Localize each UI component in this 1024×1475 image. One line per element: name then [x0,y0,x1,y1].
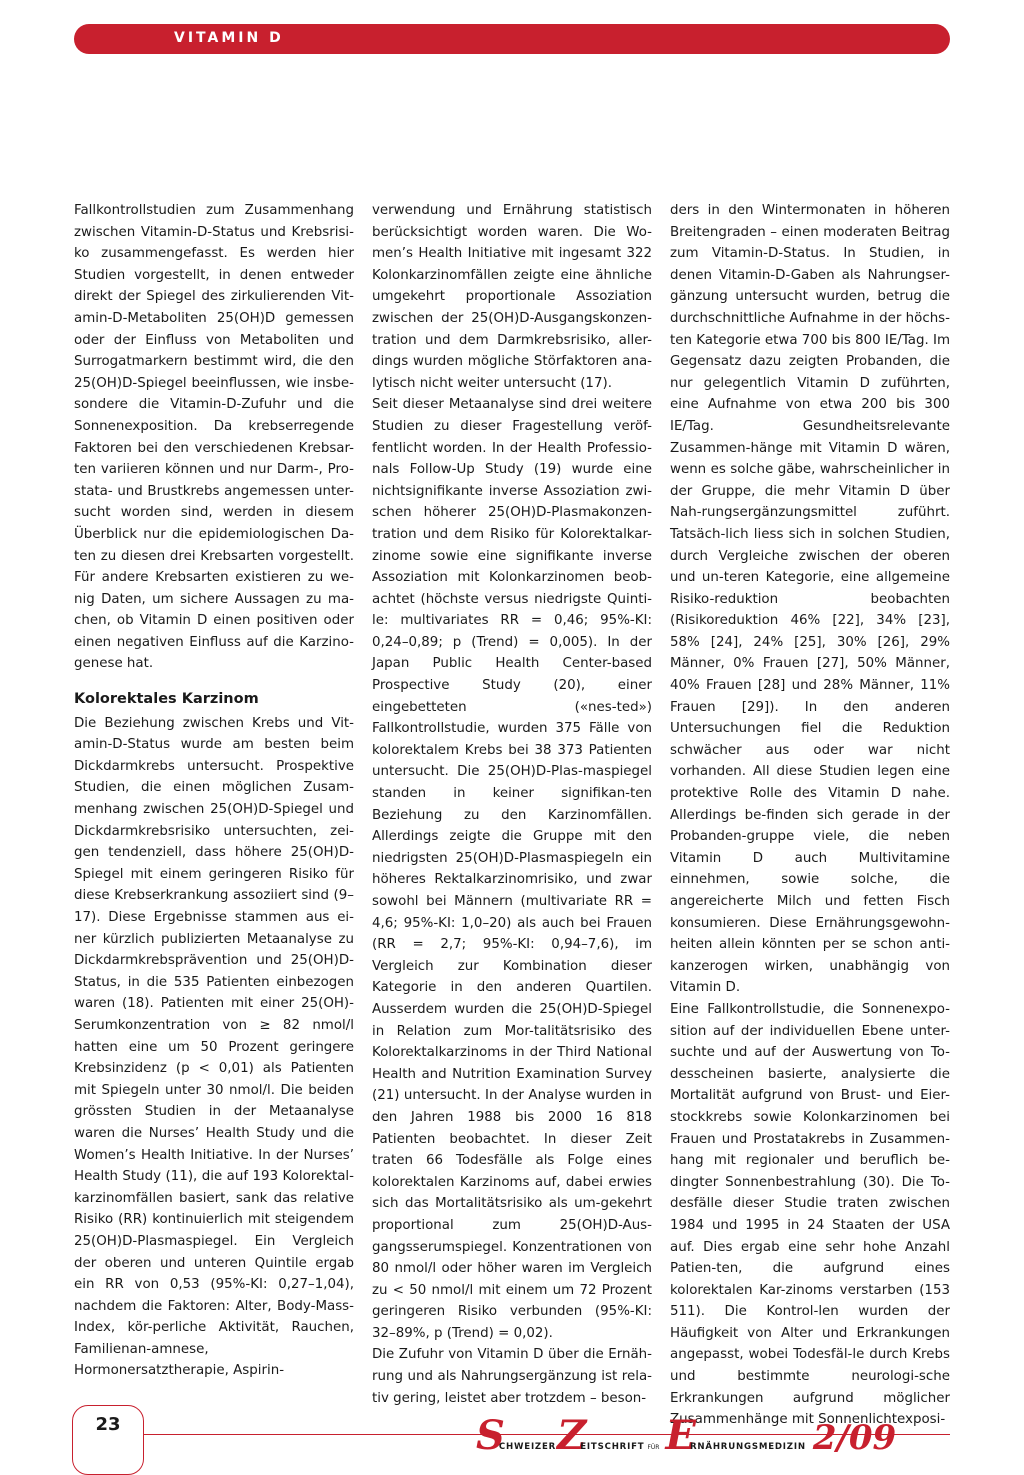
page-number-tab [72,1405,144,1475]
logo-word-ernaehrungsmedizin: RNÄHRUNGSMEDIZIN [689,1442,806,1452]
logo-word-schweizer: CHWEIZER [498,1442,557,1452]
paragraph: ders in den Wintermonaten in höheren Breitengraden – einen moderaten Beitrag zum Vitamin-D-Status. In Studien, in denen Vitamin-D-Gaben als Nahrungser-gänzung untersucht wurden, betrug die durchschnittliche Aufnahme in der höchs-ten Kategorie etwa 700 bis 800 IE/Tag. Im Gegensatz dazu zeigten Probanden, die nur gelegentlich Vitamin D zuführten, eine Aufnahme von etwa 200 bis 300 IE/Tag. Gesundheitsrelevante Zusammen-hänge mit Vitamin D wären, wenn es solche gäbe, wahrscheinlicher in der Gruppe, die mehr Vitamin D über Nah-rungsergänzungsmittel zuführt. Tatsäch-lich liess sich in solchen Studien, durch Vergleiche zwischen der oberen und un-teren Kategorie, eine allgemeine Risiko-reduktion beobachten (Risikoreduktion 46% [22], 34% [23], 58% [24], 24% [25], 30% [26], 29% Männer, 0% Frauen [27], 50% Männer, 40% Frauen [28] und 28% Männer, 11% Frauen [29]). In den anderen Untersuchungen fiel die Reduktion schwächer aus oder war nicht vorhanden. All diese Studien legen eine protektive Rolle des Vitamin D nahe. Allerdings be-finden sich gerade in der Probanden-gruppe viele, die neben Vitamin D auch Multivitamine einnehmen, sowie solche, die angereicherte Milch und fetten Fisch konsumieren. Diese Ernährungsgewohn-heiten allein könnten per se schon anti-kanzerogen wirken, unabhängig von Vitamin D. [670,203,950,996]
paragraph: Seit dieser Metaanalyse sind drei weitere Studien zu dieser Fragestellung veröf-fentlicht worden. In der Health Professio-nals Follow-Up Study (19) wurde eine nichtsignifikante inverse Assoziation zwi-schen höherer 25(OH)D-Plasmakonzen-tration und dem Risiko für Kolorektalkar-zinome sowie eine signifikante inverse Assoziation mit Kolonkarzinomen beob-achtet (höchste versus niedrigste Quinti-le: multivariates RR = 0,46; 95%-KI: 0,24–0,89; p (Trend) = 0,005). In der Japan Public Health Center-based Prospective Study (20), einer eingebetteten («nes-ted») Fallkontrollstudie, wurden 375 Fälle von kolorektalem Krebs bei 38 373 Patienten untersucht. Die 25(OH)D-Plas-maspiegel standen in keiner signifikan-ten Beziehung zu den Karzinomfällen. Allerdings zeigte die Gruppe mit den niedrigsten 25(OH)D-Plasmaspiegeln ein höheres Rektalkarzinomrisiko, und zwar sowohl bei Männern (multivariate RR = 4,6; 95%-KI: 1,0–20) als auch bei Frauen (RR = 2,7; 95%-KI: 0,94–7,6), im Vergleich zur Kombination dieser Kategorie in den anderen Quartilen. Ausserdem wurden die 25(OH)D-Spiegel in Relation zum Mor-talitätsrisiko des Kolorektalkarzinoms in der Third National Health and Nutrition Examination Survey (21) untersucht. In der Analyse wurden in den Jahren 1988 bis 2000 16 818 Patienten beobachtet. In dieser Zeit traten 66 Todesfälle als Folge eines kolorektalen Karzinoms auf, dabei erwies sich das Mortalitätsrisiko als um-gekehrt proportional zum 25(OH)D-Aus-gangsserumspiegel. Konzentrationen von 80 nmol/l oder höher waren im Vergleich zu < 50 nmol/l mit einem um 72 Prozent geringeren Risiko verbunden (95%-KI: 32–89%, p (Trend) = 0,02). [372,397,652,1341]
journal-logo [476,1412,897,1459]
text-column-3 [670,200,950,1431]
logo-letter-s: S [476,1412,505,1459]
text-column-1 [74,200,354,1382]
paragraph: Die Beziehung zwischen Krebs und Vit-amin-D-Status wurde am besten beim Dickdarmkrebs untersucht. Prospektive Studien, die einen möglichen Zusam-menhang zwischen 25(OH)D-Spiegel und Dickdarmkrebsrisiko untersuchten, zei-gen tendenziell, dass höhere 25(OH)D-Spiegel mit einem geringeren Risiko für diese Krebserkrankung assoziiert sind (9–17). Diese Ergebnisse stammen aus ei-ner kürzlich publizierten Metaanalyse zu Dickdarmkrebsprävention und 25(OH)D-Status, in die 535 Patienten einbezogen waren (18). Patienten mit einer 25(OH)-Serumkonzentration von ≥ 82 nmol/l hatten eine um 50 Prozent geringere Krebsinzidenz (p < 0,01) als Patienten mit Spiegeln unter 30 nmol/l. Die beiden grössten Studien in der Metaanalyse waren die Nurses’ Health Study und die Women’s Health Initiative. In der Nurses’ Health Study (11), die auf 193 Kolorektal-karzinomfällen basiert, sank das relative Risiko (RR) kontinuierlich mit steigendem 25(OH)D-Plasmaspiegel. Ein Vergleich der oberen und unteren Quintile ergab ein RR von 0,53 (95%-KI: 0,27–1,04), nachdem die Faktoren: Alter, Body-Mass-Index, kör-perliche Aktivität, Rauchen, Familienan-amnese, Hormonersatztherapie, Aspirin- [74,715,354,1379]
logo-word-fuer: FÜR [647,1444,660,1451]
paragraph: Eine Fallkontrollstudie, die Sonnenexpo-sition auf der individuellen Ebene unter-suchte und auf der Auswertung von To-desscheinen basierte, analysierte die Mortalität aufgrund von Brust- und Eier-stockkrebs sowie Kolonkarzinomen bei Frauen und Prostatakrebs in Zusammen-hang mit regionaler und beruflich be-dingter Sonnenbestrahlung (30). Die To-desfälle dieser Studie traten zwischen 1984 und 1995 in 24 Staaten der USA auf. Dies ergab eine sehr hohe Anzahl Patien-ten, die aufgrund eines kolorektalen Kar-zinoms verstarben (153 511). Die Kontrol-len wurden der Häufigkeit von Alter und Erkrankungen angepasst, wobei Todesfäl-le durch Krebs und bestimmte neurologi-sche Erkrankungen aufgrund möglicher Zusammenhänge mit Sonnenlichtexposi- [670,1001,950,1428]
issue-number: 2/09 [812,1418,897,1458]
paragraph: Die Zufuhr von Vitamin D über die Ernäh-rung und als Nahrungsergänzung ist rela-tiv gering, leistet aber trotzdem – beson- [372,1347,652,1406]
text-column-2 [372,200,652,1409]
paragraph: Fallkontrollstudien zum Zusammenhang zwischen Vitamin-D-Status und Krebsrisi-ko zusammengefasst. Es werden hier Studien vorgestellt, in denen entweder direkt der Spiegel des zirkulierenden Vit-amin-D-Metaboliten 25(OH)D gemessen oder der Einfluss von Metaboliten und Surrogatmarkern bestimmt wird, die den 25(OH)D-Spiegel beeinflussen, wie insbe-sondere die Vitamin-D-Zufuhr und die Sonnenexposition. Da krebserregende Faktoren bei den verschiedenen Krebsar-ten variieren können und nur Darm-, Pro-stata- und Brustkrebs angemessen unter-sucht worden sind, werden in diesem Überblick nur die epidemiologischen Da-ten zu diesen drei Krebsarten vorgestellt. Für andere Krebsarten existieren zu we-nig Daten, um sichere Aussagen zu ma-chen, ob Vitamin D einen positiven oder einen negativen Einfluss auf die Karzino-genese hat. [74,203,354,672]
paragraph: verwendung und Ernährung statistisch berücksichtigt worden waren. Die Wo-men’s Health Initiative mit ingesamt 322 Kolonkarzinomfällen zeigte eine ähnliche umgekehrt proportionale Assoziation zwischen der 25(OH)D-Ausgangskonzen-tration und dem Darmkrebsrisiko, aller-dings wurden mögliche Störfaktoren ana-lytisch nicht weiter untersucht (17). [372,203,652,391]
logo-word-zeitschrift: EITSCHRIFT [580,1442,645,1452]
page-number: 23 [95,1414,121,1435]
section-title: VITAMIN D [174,30,284,46]
section-header-bar [74,24,950,54]
logo-letter-z: Z [557,1412,587,1459]
section-heading: Kolorektales Karzinom [74,691,259,708]
logo-letter-e: E [665,1412,696,1459]
